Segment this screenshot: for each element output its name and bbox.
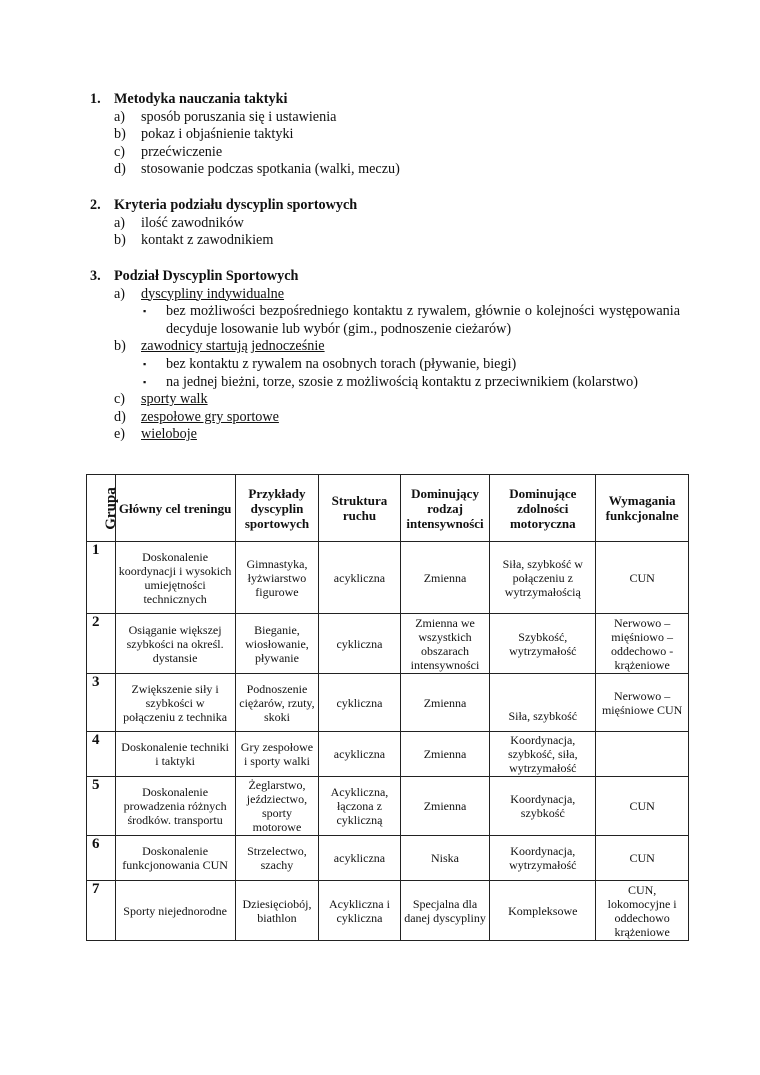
table-cell: 1 <box>87 542 116 614</box>
table-row <box>87 777 689 836</box>
list-item <box>90 426 680 444</box>
header-cell: Dominujący rodzaj intensywności <box>400 475 490 542</box>
item-letter: b) <box>114 338 126 355</box>
item-text: pokaz i objaśnienie taktyki <box>141 126 294 143</box>
list-item <box>90 144 680 162</box>
table-cell: 6 <box>87 836 116 881</box>
table-cell: 2 <box>87 614 116 674</box>
list-item <box>90 161 680 179</box>
section-number: 1. <box>90 91 101 107</box>
table-cell: Siła, szybkość w połączeniu z wytrzymałością <box>490 542 596 614</box>
table-cell <box>596 732 689 777</box>
list-item <box>90 109 680 127</box>
table-cell: Nerwowo – mięśniowe CUN <box>596 674 689 732</box>
section-1 <box>90 91 680 179</box>
list-item <box>90 409 680 427</box>
table-cell: CUN <box>596 836 689 881</box>
table-cell: Doskonalenie funkcjonowania CUN <box>115 836 235 881</box>
sport-groups-table <box>86 474 689 941</box>
list-item <box>90 391 680 409</box>
list-item <box>90 286 680 304</box>
section-title: Metodyka nauczania taktyki <box>114 91 288 107</box>
item-letter: a) <box>114 108 126 125</box>
bullet-icon: ▪ <box>143 358 147 369</box>
section-number: 2. <box>90 197 101 213</box>
header-cell: Struktura ruchu <box>319 475 400 542</box>
table-cell: Dziesięciobój, biathlon <box>235 881 319 941</box>
header-cell: Dominujące zdolności motoryczna <box>490 475 596 542</box>
table-cell: acykliczna <box>319 836 400 881</box>
item-text: sposób poruszania się i ustawienia <box>141 108 337 125</box>
item-letter: a) <box>114 285 126 302</box>
table-cell: 5 <box>87 777 116 836</box>
header-cell: Przykłady dyscyplin sportowych <box>235 475 319 542</box>
table-cell: Bieganie, wiosłowanie, pływanie <box>235 614 319 674</box>
section-2 <box>90 197 680 250</box>
item-letter: d) <box>114 408 126 425</box>
table-cell: Acykliczna i cykliczna <box>319 881 400 941</box>
bullet-text: bez kontaktu z rywalem na osobnych torach (pływanie, biegi) <box>166 355 517 372</box>
section-heading <box>90 268 680 286</box>
section-title: Podział Dyscyplin Sportowych <box>114 268 299 284</box>
bullet-icon: ▪ <box>143 376 147 387</box>
table-cell: CUN <box>596 777 689 836</box>
table-cell: Zmienna <box>400 542 490 614</box>
table-row <box>87 881 689 941</box>
header-cell: Wymagania funkcjonalne <box>596 475 689 542</box>
section-3 <box>90 268 680 444</box>
table-cell: Zmienna <box>400 777 490 836</box>
table-cell: Koordynacja, szybkość <box>490 777 596 836</box>
table-cell: Nerwowo – mięśniowo – oddechowo - krążeniowe <box>596 614 689 674</box>
table-cell: Strzelectwo, szachy <box>235 836 319 881</box>
table-cell: Niska <box>400 836 490 881</box>
table-cell: Specjalna dla danej dyscypliny <box>400 881 490 941</box>
table-cell: Koordynacja, szybkość, siła, wytrzymałość <box>490 732 596 777</box>
bullet-text: na jednej bieżni, torze, szosie z możliwością kontaktu z przeciwnikiem (kolarstwo) <box>166 373 638 390</box>
list-item <box>90 232 680 250</box>
item-text: ilość zawodników <box>141 214 244 231</box>
item-letter: a) <box>114 214 126 231</box>
section-heading <box>90 197 680 215</box>
item-letter: c) <box>114 391 126 408</box>
table-cell: Koordynacja, wytrzymałość <box>490 836 596 881</box>
table-cell: Zmienna <box>400 674 490 732</box>
table-cell: Szybkość, wytrzymałość <box>490 614 596 674</box>
table-cell: CUN, lokomocyjne i oddechowo krążeniowe <box>596 881 689 941</box>
table-cell: Kompleksowe <box>490 881 596 941</box>
item-text: zespołowe gry sportowe <box>141 408 279 425</box>
table-cell: Gimnastyka, łyżwiarstwo figurowe <box>235 542 319 614</box>
table-row <box>87 674 689 732</box>
table-cell: Zmienna we wszystkich obszarach intensywności <box>400 614 490 674</box>
bullet-text: bez możliwości bezpośredniego kontaktu z rywalem, głównie o kolejności występowania decyduje losowanie lub wybór (gim., podnoszenie cieżarów) <box>166 303 680 337</box>
table-cell: Podnoszenie ciężarów, rzuty, skoki <box>235 674 319 732</box>
table-row <box>87 732 689 777</box>
table-cell: Osiąganie większej szybkości na określ. dystansie <box>115 614 235 674</box>
item-text: wieloboje <box>141 426 197 443</box>
table-row <box>87 542 689 614</box>
table-cell: acykliczna <box>319 732 400 777</box>
item-letter: b) <box>114 232 126 249</box>
table-cell: Sporty niejednorodne <box>115 881 235 941</box>
table-cell: Acykliczna, łączona z cykliczną <box>319 777 400 836</box>
table-cell: acykliczna <box>319 542 400 614</box>
section-heading <box>90 91 680 109</box>
item-letter: c) <box>114 143 126 160</box>
table-cell: Doskonalenie prowadzenia różnych środków. transportu <box>115 777 235 836</box>
header-cell: Grupa <box>87 475 116 542</box>
table-cell: Zmienna <box>400 732 490 777</box>
item-letter: e) <box>114 426 126 443</box>
table-cell: 7 <box>87 881 116 941</box>
table-row <box>87 614 689 674</box>
table-cell: Doskonalenie techniki i taktyki <box>115 732 235 777</box>
list-item <box>90 338 680 356</box>
table-cell: cykliczna <box>319 674 400 732</box>
table-cell: cykliczna <box>319 614 400 674</box>
table-row <box>87 836 689 881</box>
item-text: zawodnicy startują jednocześnie <box>141 338 325 355</box>
item-text: dyscypliny indywidualne <box>141 285 285 302</box>
table-header-row <box>87 475 689 542</box>
table-cell: Zwiększenie siły i szybkości w połączeniu z technika <box>115 674 235 732</box>
item-text: sporty walk <box>141 391 208 408</box>
bullet-icon: ▪ <box>143 306 147 317</box>
list-item <box>90 215 680 233</box>
bullet-item <box>90 356 680 374</box>
item-letter: d) <box>114 161 126 178</box>
section-number: 3. <box>90 268 101 284</box>
section-title: Kryteria podziału dyscyplin sportowych <box>114 197 358 213</box>
table-cell: Doskonalenie koordynacji i wysokich umiejętności technicznych <box>115 542 235 614</box>
item-text: stosowanie podczas spotkania (walki, meczu) <box>141 161 400 178</box>
item-letter: b) <box>114 126 126 143</box>
bullet-item <box>90 374 680 392</box>
table-cell: CUN <box>596 542 689 614</box>
table-cell: Siła, szybkość <box>490 674 596 732</box>
header-cell: Główny cel treningu <box>115 475 235 542</box>
item-text: kontakt z zawodnikiem <box>141 232 274 249</box>
table-cell: Żeglarstwo, jeździectwo, sporty motorowe <box>235 777 319 836</box>
table-cell: 4 <box>87 732 116 777</box>
bullet-item <box>90 303 680 338</box>
list-item <box>90 126 680 144</box>
table-cell: 3 <box>87 674 116 732</box>
table-cell: Gry zespołowe i sporty walki <box>235 732 319 777</box>
item-text: przećwiczenie <box>141 143 223 160</box>
